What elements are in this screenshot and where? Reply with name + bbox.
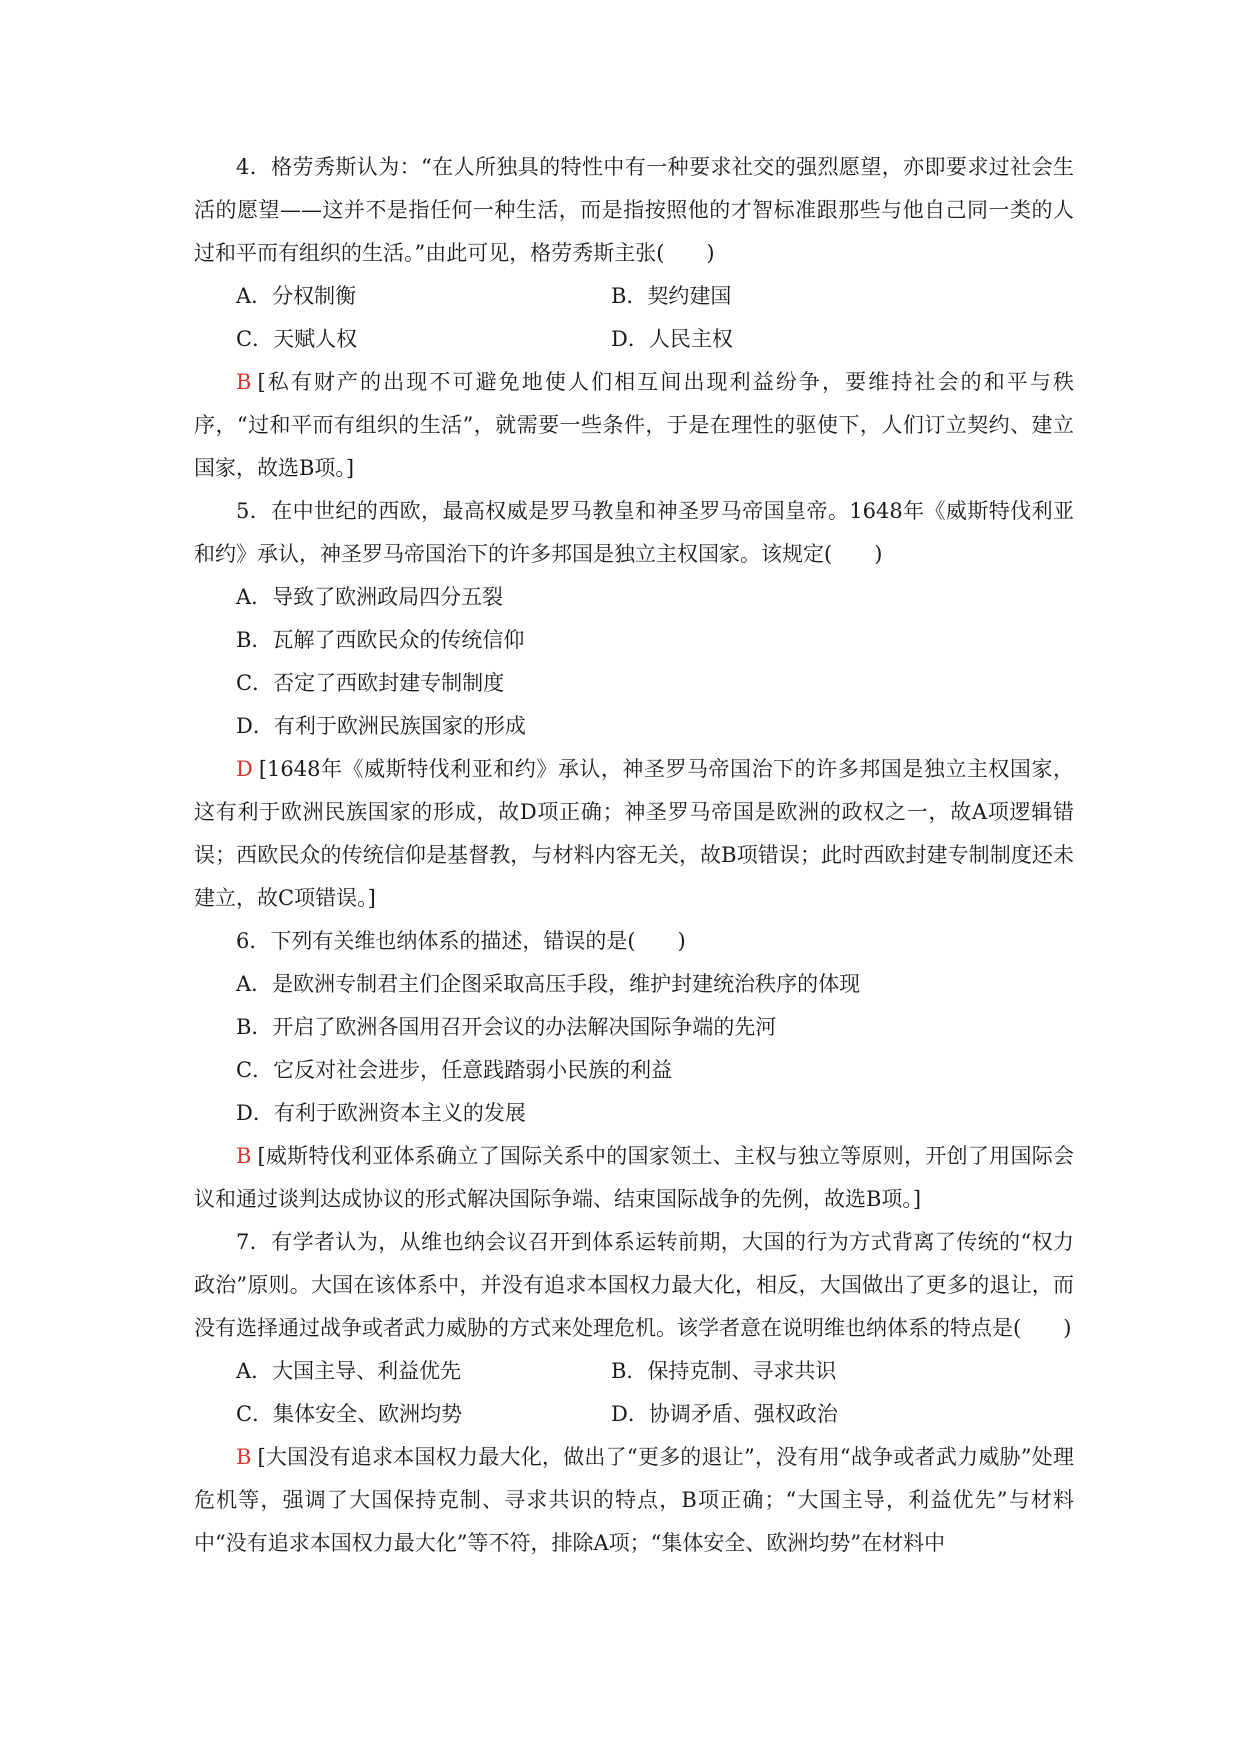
question-7-explanation: [大国没有追求本国权力最大化，做出了“更多的退让”，没有用“战争或者武力威胁”处理危机等，强调了大国保持克制、寻求共识的特点，B项正确；“大国主导，利益优先”与材料中“没有追求本国权力最大化”等不符，排除A项；“集体安全、欧洲均势”在材料中 <box>194 1445 1074 1555</box>
question-4-explanation: [私有财产的出现不可避免地使人们相互间出现利益纷争，要维持社会的和平与秩序，“过和平而有组织的生活”，就需要一些条件，于是在理性的驱使下，人们订立契约、建立国家，故选B项。] <box>194 370 1074 480</box>
question-7-answer <box>194 1436 1074 1565</box>
question-5-option-c: C．否定了西欧封建专制制度 <box>236 671 505 695</box>
question-4-option-d: D．人民主权 <box>611 327 733 351</box>
question-6-stem: 6．下列有关维也纳体系的描述，错误的是( ) <box>236 929 686 953</box>
question-7-answer-letter: B <box>236 1445 252 1469</box>
question-7-options-row-1 <box>194 1350 1074 1393</box>
question-7-option-b: B．保持克制、寻求共识 <box>611 1359 837 1383</box>
question-7-stem: 7．有学者认为，从维也纳会议召开到体系运转前期，大国的行为方式背离了传统的“权力政治”原则。大国在该体系中，并没有追求本国权力最大化，相反，大国做出了更多的退让，而没有选择通过战争或者武力威胁的方式来处理危机。该学者意在说明维也纳体系的特点是( ) <box>194 1230 1074 1340</box>
question-4-option-a: A．分权制衡 <box>236 284 357 308</box>
question-4-option-b: B．契约建国 <box>611 284 732 308</box>
question-5-explanation: [1648年《威斯特伐利亚和约》承认，神圣罗马帝国治下的许多邦国是独立主权国家，这有利于欧洲民族国家的形成，故D项正确；神圣罗马帝国是欧洲的政权之一，故A项逻辑错误；西欧民众的传统信仰是基督教，与材料内容无关，故B项错误；此时西欧封建专制制度还未建立，故C项错误。] <box>194 757 1074 910</box>
question-4-options-row-2 <box>194 318 1074 361</box>
question-6-explanation: [威斯特伐利亚体系确立了国际关系中的国家领土、主权与独立等原则，开创了用国际会议和通过谈判达成协议的形式解决国际争端、结束国际战争的先例，故选B项。] <box>194 1144 1074 1211</box>
question-5-option-a: A．导致了欧洲政局四分五裂 <box>236 585 504 609</box>
question-4-answer-letter: B <box>236 370 252 394</box>
question-5-answer-letter: D <box>236 757 253 781</box>
document-content <box>194 146 1074 1565</box>
question-6-answer-letter: B <box>236 1144 252 1168</box>
question-4-options-row-1 <box>194 275 1074 318</box>
question-7-option-c: C．集体安全、欧洲均势 <box>236 1402 463 1426</box>
question-6-answer <box>194 1135 1074 1221</box>
question-6-option-a: A．是欧洲专制君主们企图采取高压手段，维护封建统治秩序的体现 <box>236 972 861 996</box>
question-4-stem: 4．格劳秀斯认为：“在人所独具的特性中有一种要求社交的强烈愿望，亦即要求过社会生活的愿望——这并不是指任何一种生活，而是指按照他的才智标准跟那些与他自己同一类的人过和平而有组织的生活。”由此可见，格劳秀斯主张( ) <box>194 155 1074 265</box>
question-7-option-d: D．协调矛盾、强权政治 <box>611 1402 838 1426</box>
question-5-stem: 5．在中世纪的西欧，最高权威是罗马教皇和神圣罗马帝国皇帝。1648年《威斯特伐利亚和约》承认，神圣罗马帝国治下的许多邦国是独立主权国家。该规定( ) <box>194 499 1074 566</box>
question-4-option-c: C．天赋人权 <box>236 327 358 351</box>
question-5-option-b: B．瓦解了西欧民众的传统信仰 <box>236 628 525 652</box>
question-7-option-a: A．大国主导、利益优先 <box>236 1359 462 1383</box>
question-4-answer <box>194 361 1074 490</box>
question-6-option-c: C．它反对社会进步，任意践踏弱小民族的利益 <box>236 1058 673 1082</box>
question-6-option-b: B．开启了欧洲各国用召开会议的办法解决国际争端的先河 <box>236 1015 777 1039</box>
question-5-answer <box>194 748 1074 920</box>
question-5-option-d: D．有利于欧洲民族国家的形成 <box>236 714 526 738</box>
question-6-option-d: D．有利于欧洲资本主义的发展 <box>236 1101 526 1125</box>
question-7-options-row-2 <box>194 1393 1074 1436</box>
